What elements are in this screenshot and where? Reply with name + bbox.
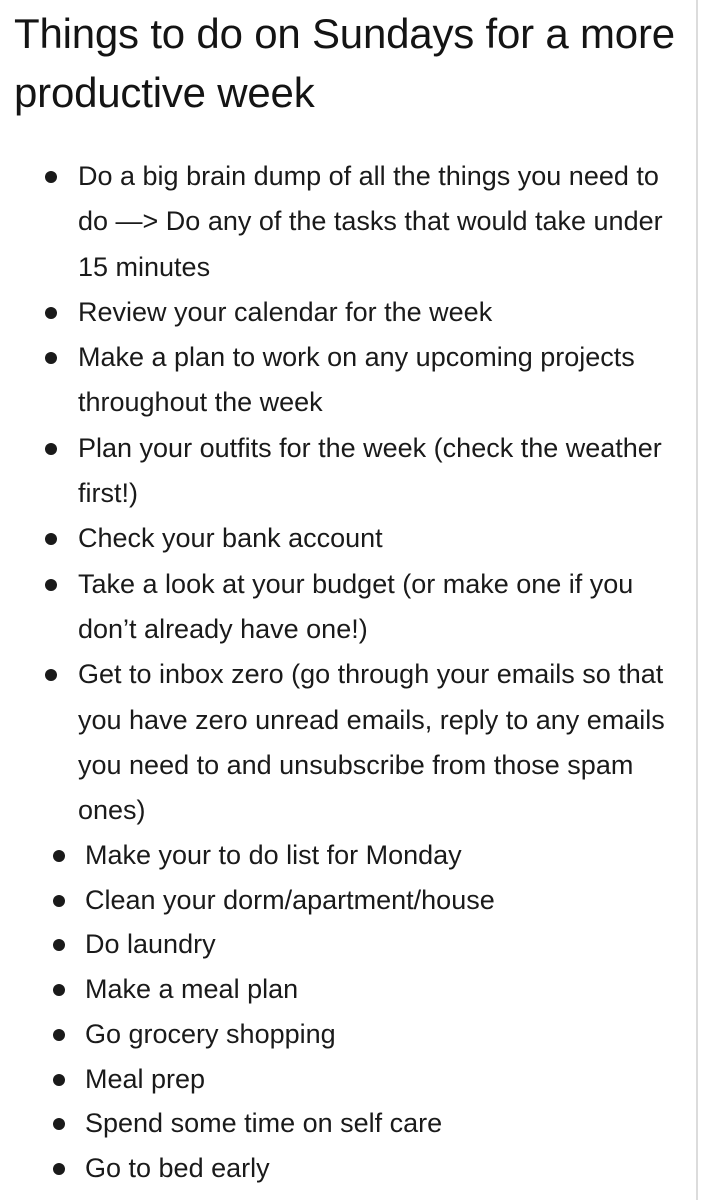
bullet-icon [45, 171, 57, 183]
bullet-icon [45, 669, 57, 681]
bullet-icon [53, 895, 65, 907]
list-item-text: Meal prep [85, 1063, 206, 1094]
bullet-icon [45, 352, 57, 364]
list-item [0, 833, 690, 878]
bullet-icon [53, 939, 65, 951]
list-item [0, 1146, 690, 1191]
bullet-icon [53, 1074, 65, 1086]
list-item [0, 562, 690, 653]
list-item-text: Do laundry [85, 929, 216, 960]
list-item [0, 154, 690, 290]
sunday-task-list-primary [0, 154, 690, 833]
list-item-text: Make a plan to work on any upcoming projects throughout the week [78, 342, 635, 418]
list-item-text: Spend some time on self care [85, 1108, 443, 1139]
list-item [0, 426, 690, 517]
list-item-text: Clean your dorm/apartment/house [85, 884, 495, 915]
bullet-icon [53, 1118, 65, 1130]
bullet-icon [53, 984, 65, 996]
sunday-task-list-secondary [0, 833, 690, 1191]
list-item-text: Review your calendar for the week [78, 296, 493, 327]
list-item-text: Go to bed early [85, 1152, 270, 1183]
list-item [0, 1101, 690, 1146]
list-item [0, 652, 690, 833]
bullet-icon [53, 1163, 65, 1175]
list-item [0, 335, 690, 426]
list-item [0, 1057, 690, 1102]
list-item-text: Plan your outfits for the week (check the weather first!) [78, 432, 662, 509]
bullet-icon [45, 443, 57, 455]
list-item [0, 967, 690, 1012]
bullet-icon [45, 579, 57, 591]
list-item [0, 290, 690, 335]
bullet-icon [53, 1029, 65, 1041]
list-item-text: Make your to do list for Monday [85, 840, 462, 870]
list-item-text: Do a big brain dump of all the things you need to do —> Do any of the tasks that would take under 15 minutes [78, 161, 663, 282]
list-item-text: Check your bank account [78, 523, 383, 554]
list-item-text: Get to inbox zero (go through your emails so that you have zero unread emails, reply to any emails you need to and unsubscribe from those spam ones) [78, 659, 665, 826]
list-item-text: Make a meal plan [85, 974, 299, 1005]
bullet-icon [45, 307, 57, 319]
bullet-icon [45, 533, 57, 545]
list-item [0, 516, 690, 561]
bullet-icon [53, 850, 65, 862]
page-edge-divider [696, 0, 698, 1200]
list-item [0, 922, 690, 967]
list-item-text: Go grocery shopping [85, 1018, 336, 1049]
list-item-text: Take a look at your budget (or make one if you don’t already have one!) [78, 568, 634, 644]
page-title: Things to do on Sundays for a more productive week [14, 10, 675, 116]
list-item [0, 878, 690, 923]
list-item [0, 1012, 690, 1057]
